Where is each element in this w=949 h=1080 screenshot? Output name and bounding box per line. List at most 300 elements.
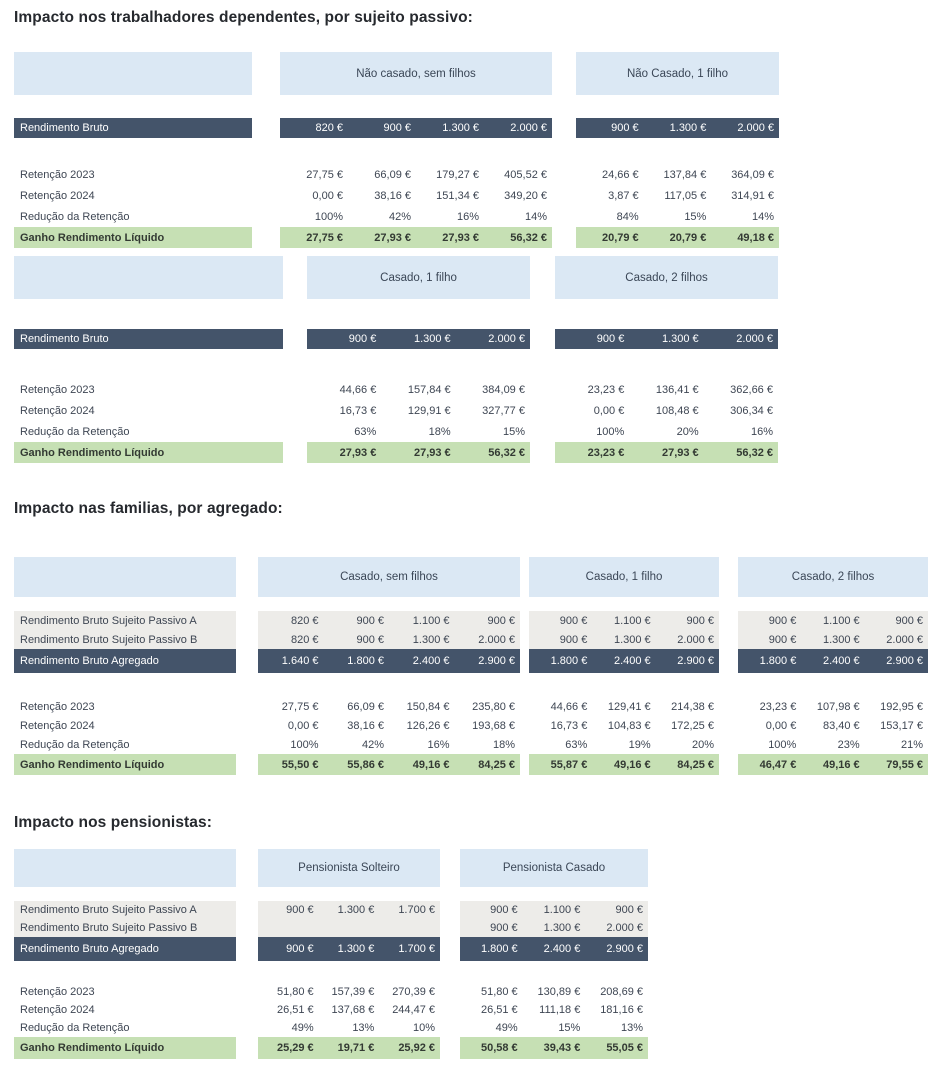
value-cell: 364,09 €	[731, 168, 775, 181]
value-row	[258, 754, 520, 775]
band	[14, 256, 949, 463]
value-cell: 55,86 €	[347, 758, 384, 771]
value-cell: 49,16 €	[412, 758, 450, 771]
value-row	[307, 421, 530, 442]
value-cell: 21%	[900, 738, 923, 751]
value-cell: 126,26 €	[406, 719, 450, 732]
value-cell: 27,93 €	[442, 231, 479, 244]
value-cell: 108,48 €	[655, 404, 699, 417]
value-cell: 39,43 €	[543, 1042, 581, 1054]
value-cell: 27,75 €	[306, 168, 343, 181]
spacer	[280, 95, 552, 118]
value-cell: 900 €	[895, 614, 923, 627]
value-row	[738, 716, 928, 735]
value-cell: 900 €	[490, 922, 518, 934]
spacer	[576, 138, 779, 164]
group-header: Casado, sem filhos	[258, 557, 520, 597]
value-cell: 900 €	[596, 333, 625, 345]
value-cell: 56,32 €	[488, 446, 525, 459]
value-cell: 51,80 €	[276, 986, 314, 998]
value-cell: 56,32 €	[510, 231, 547, 244]
value-cell: 2.000 €	[606, 922, 644, 934]
value-row	[258, 716, 520, 735]
value-cell: 384,09 €	[482, 383, 525, 396]
value-row	[258, 697, 520, 716]
value-cell: 23,23 €	[587, 383, 625, 396]
table-group	[258, 849, 440, 1059]
value-row	[529, 611, 719, 630]
value-cell: 14%	[751, 210, 775, 223]
spacer	[14, 299, 283, 329]
group-header: Não casado, sem filhos	[280, 52, 552, 95]
value-cell: 2.000 €	[677, 633, 714, 646]
value-row	[280, 227, 552, 248]
value-cell: 63%	[354, 425, 377, 438]
value-row	[280, 185, 552, 206]
value-cell: 137,84 €	[663, 168, 707, 181]
value-cell: 1.640 €	[281, 655, 319, 667]
value-row	[307, 329, 530, 349]
group-header: Casado, 2 filhos	[738, 557, 928, 597]
value-cell: 900 €	[559, 614, 588, 627]
value-cell: 314,91 €	[731, 189, 775, 202]
value-cell: 1.100 €	[822, 614, 860, 627]
value-cell: 405,52 €	[504, 168, 547, 181]
table-group	[529, 557, 719, 775]
value-cell: 2.400 €	[412, 655, 450, 667]
value-cell: 3,87 €	[608, 189, 639, 202]
section-familias	[0, 499, 949, 775]
value-cell: 23,23 €	[759, 700, 797, 713]
value-cell: 900 €	[611, 122, 639, 134]
value-cell: 2.400 €	[613, 655, 651, 667]
value-cell: 900 €	[490, 904, 518, 916]
value-cell: 20,79 €	[669, 231, 707, 244]
row-label: Retenção 2023	[20, 383, 95, 396]
spacer	[280, 138, 552, 164]
value-cell: 20%	[676, 425, 699, 438]
row-label: Rendimento Bruto Sujeito Passivo A	[14, 611, 236, 630]
value-cell: 15%	[684, 210, 707, 223]
value-cell: 820 €	[290, 633, 319, 646]
value-row	[280, 164, 552, 185]
value-row	[307, 379, 530, 400]
value-cell: 100%	[596, 425, 625, 438]
bands-container	[0, 849, 949, 1059]
value-cell: 820 €	[290, 614, 319, 627]
value-cell: 1.300 €	[413, 333, 451, 345]
value-cell: 192,95 €	[880, 700, 923, 713]
value-cell: 83,40 €	[822, 719, 860, 732]
section-pensionistas	[0, 813, 949, 1059]
label-column	[14, 557, 236, 775]
value-cell: 2.900 €	[677, 655, 714, 667]
band	[14, 849, 949, 1059]
value-cell: 63%	[565, 738, 588, 751]
value-row	[576, 118, 779, 138]
value-cell: 27,75 €	[306, 231, 343, 244]
value-row	[460, 919, 648, 937]
value-cell: 2.000 €	[736, 333, 773, 345]
value-cell: 900 €	[768, 633, 797, 646]
value-cell: 16%	[427, 738, 450, 751]
value-row	[258, 901, 440, 919]
value-cell: 137,68 €	[331, 1004, 375, 1016]
value-cell: 26,51 €	[276, 1004, 314, 1016]
value-cell: 0,00 €	[765, 719, 797, 732]
row-label: Rendimento Bruto Agregado	[14, 649, 236, 673]
value-row	[258, 735, 520, 754]
row-label: Rendimento Bruto Sujeito Passivo B	[14, 630, 236, 649]
spacer	[14, 95, 252, 118]
value-row	[555, 400, 778, 421]
spacer	[258, 961, 440, 983]
value-cell: 20%	[691, 738, 714, 751]
label-column	[14, 256, 283, 463]
value-cell: 2.400 €	[543, 943, 581, 955]
row-label: Retenção 2024	[20, 404, 95, 417]
spacer	[460, 887, 648, 901]
value-row	[529, 716, 719, 735]
value-cell: 19,71 €	[337, 1042, 375, 1054]
value-row	[460, 983, 648, 1001]
spacer	[555, 299, 778, 329]
value-row	[460, 1037, 648, 1059]
value-cell: 46,47 €	[759, 758, 797, 771]
row-label: Ganho Rendimento Líquido	[14, 1037, 236, 1059]
value-cell: 84%	[616, 210, 639, 223]
label-header-box	[14, 557, 236, 597]
table-group	[555, 256, 778, 463]
value-cell: 150,84 €	[406, 700, 450, 713]
value-cell: 181,16 €	[600, 1004, 644, 1016]
row-label: Retenção 2023	[20, 168, 95, 181]
spacer	[14, 887, 236, 901]
value-cell: 44,66 €	[339, 383, 377, 396]
value-cell: 49,16 €	[613, 758, 651, 771]
value-cell: 2.000 €	[510, 122, 547, 134]
value-cell: 900 €	[348, 333, 377, 345]
value-cell: 1.300 €	[412, 633, 450, 646]
row-label: Retenção 2024	[20, 719, 95, 732]
value-row	[555, 442, 778, 463]
value-cell: 51,80 €	[480, 986, 518, 998]
label-column	[14, 52, 252, 248]
row-label: Retenção 2023	[20, 700, 95, 713]
value-cell: 327,77 €	[482, 404, 525, 417]
row-label: Redução da Retenção	[20, 738, 130, 751]
value-cell: 1.300 €	[337, 904, 375, 916]
value-row	[738, 754, 928, 775]
value-cell: 79,55 €	[886, 758, 923, 771]
value-cell: 66,09 €	[374, 168, 411, 181]
value-row	[258, 611, 520, 630]
spacer	[14, 597, 236, 611]
value-cell: 900 €	[356, 614, 384, 627]
value-row	[258, 1001, 440, 1019]
value-cell: 111,18 €	[539, 1004, 581, 1016]
value-cell: 2.000 €	[737, 122, 775, 134]
value-cell: 270,39 €	[392, 986, 436, 998]
table-group	[280, 52, 552, 248]
value-row	[307, 400, 530, 421]
value-cell: 1.700 €	[398, 904, 436, 916]
row-label: Redução da Retenção	[20, 425, 130, 438]
value-cell: 13%	[352, 1022, 375, 1034]
value-cell: 25,92 €	[398, 1042, 436, 1054]
table-group	[576, 52, 779, 248]
value-cell: 27,93 €	[661, 446, 699, 459]
value-cell: 38,16 €	[347, 719, 384, 732]
value-cell: 44,66 €	[550, 700, 588, 713]
label-header-box	[14, 52, 252, 95]
spacer	[460, 961, 648, 983]
section-title: Impacto nos pensionistas:	[14, 814, 213, 831]
value-cell: 16,73 €	[550, 719, 588, 732]
value-cell: 16,73 €	[339, 404, 377, 417]
value-cell: 2.000 €	[886, 633, 923, 646]
band	[14, 557, 949, 775]
value-cell: 2.900 €	[606, 943, 644, 955]
value-cell: 1.300 €	[669, 122, 707, 134]
value-cell: 49,18 €	[737, 231, 775, 244]
value-cell: 20,79 €	[601, 231, 639, 244]
value-cell: 84,25 €	[677, 758, 714, 771]
group-header: Não Casado, 1 filho	[576, 52, 779, 95]
value-row	[529, 697, 719, 716]
value-cell: 14%	[524, 210, 547, 223]
label-header-box	[14, 256, 283, 299]
value-cell: 84,25 €	[478, 758, 515, 771]
value-cell: 15%	[558, 1022, 581, 1034]
value-cell: 0,00 €	[287, 719, 319, 732]
value-cell: 2.400 €	[822, 655, 860, 667]
value-row	[460, 1001, 648, 1019]
spacer	[258, 673, 520, 697]
value-row	[529, 649, 719, 673]
value-cell: 18%	[428, 425, 451, 438]
value-cell: 130,89 €	[537, 986, 581, 998]
value-cell: 55,87 €	[550, 758, 588, 771]
value-cell: 1.100 €	[412, 614, 450, 627]
value-row	[738, 735, 928, 754]
value-cell: 100%	[290, 738, 319, 751]
value-row	[258, 937, 440, 961]
value-cell: 1.800 €	[480, 943, 518, 955]
label-header-box	[14, 849, 236, 887]
value-cell: 26,51 €	[480, 1004, 518, 1016]
value-cell: 244,47 €	[392, 1004, 436, 1016]
spacer	[14, 961, 236, 983]
value-row	[555, 421, 778, 442]
row-label: Redução da Retenção	[20, 210, 130, 223]
value-row	[258, 1037, 440, 1059]
table-group	[258, 557, 520, 775]
value-row	[258, 630, 520, 649]
value-cell: 1.700 €	[398, 943, 436, 955]
value-cell: 900 €	[356, 633, 384, 646]
value-cell: 1.100 €	[543, 904, 581, 916]
value-cell: 117,05 €	[664, 189, 707, 202]
value-cell: 56,32 €	[736, 446, 773, 459]
value-cell: 900 €	[615, 904, 644, 916]
value-cell: 208,69 €	[600, 986, 644, 998]
value-cell: 100%	[314, 210, 343, 223]
row-label: Rendimento Bruto	[14, 118, 252, 138]
value-cell: 157,84 €	[407, 383, 451, 396]
value-cell: 900 €	[768, 614, 797, 627]
value-row	[576, 227, 779, 248]
value-cell: 50,58 €	[480, 1042, 518, 1054]
value-cell: 49%	[291, 1022, 314, 1034]
section-title: Impacto nas familias, por agregado:	[14, 500, 283, 517]
row-label: Rendimento Bruto Sujeito Passivo B	[14, 919, 236, 937]
spacer	[14, 673, 236, 697]
row-label: Rendimento Bruto Agregado	[14, 937, 236, 961]
value-cell: 820 €	[315, 122, 343, 134]
value-row	[529, 735, 719, 754]
spacer	[529, 673, 719, 697]
group-header: Pensionista Solteiro	[258, 849, 440, 887]
spacer	[307, 299, 530, 329]
row-label: Rendimento Bruto Sujeito Passivo A	[14, 901, 236, 919]
value-row	[280, 118, 552, 138]
value-row	[280, 206, 552, 227]
value-cell: 27,75 €	[281, 700, 319, 713]
value-cell: 1.100 €	[613, 614, 651, 627]
row-label: Ganho Rendimento Líquido	[14, 227, 252, 248]
value-cell: 100%	[768, 738, 797, 751]
spacer	[258, 597, 520, 611]
value-row	[738, 649, 928, 673]
value-cell: 66,09 €	[347, 700, 384, 713]
value-cell: 18%	[492, 738, 515, 751]
value-cell: 10%	[412, 1022, 436, 1034]
value-cell: 172,25 €	[671, 719, 714, 732]
value-row	[460, 937, 648, 961]
value-row	[258, 983, 440, 1001]
value-cell: 0,00 €	[312, 189, 343, 202]
value-cell: 16%	[750, 425, 773, 438]
row-label: Redução da Retenção	[20, 1022, 130, 1034]
spacer	[555, 349, 778, 379]
value-cell: 27,93 €	[339, 446, 377, 459]
value-cell: 15%	[502, 425, 525, 438]
section-trabalhadores	[0, 8, 949, 463]
group-header: Pensionista Casado	[460, 849, 648, 887]
value-row	[460, 901, 648, 919]
value-cell: 2.900 €	[478, 655, 515, 667]
value-cell: 900 €	[286, 904, 314, 916]
value-cell: 38,16 €	[374, 189, 411, 202]
group-header: Casado, 1 filho	[529, 557, 719, 597]
value-cell: 1.300 €	[661, 333, 699, 345]
value-cell: 151,34 €	[436, 189, 479, 202]
row-label: Retenção 2024	[20, 189, 95, 202]
value-cell: 2.000 €	[488, 333, 525, 345]
value-cell: 129,91 €	[407, 404, 451, 417]
value-cell: 900 €	[383, 122, 411, 134]
value-cell: 23,23 €	[587, 446, 625, 459]
spacer	[738, 597, 928, 611]
row-label: Retenção 2023	[20, 986, 95, 998]
value-cell: 900 €	[686, 614, 714, 627]
value-cell: 49%	[495, 1022, 518, 1034]
value-cell: 153,17 €	[880, 719, 923, 732]
value-cell: 19%	[628, 738, 651, 751]
spacer	[14, 138, 252, 164]
value-cell: 129,41 €	[607, 700, 651, 713]
table-group	[738, 557, 928, 775]
value-cell: 214,38 €	[671, 700, 714, 713]
row-label: Ganho Rendimento Líquido	[14, 754, 236, 775]
value-row	[738, 630, 928, 649]
value-row	[529, 630, 719, 649]
label-column	[14, 849, 236, 1059]
spacer	[307, 349, 530, 379]
value-cell: 1.300 €	[613, 633, 651, 646]
group-header: Casado, 1 filho	[307, 256, 530, 299]
value-row	[307, 442, 530, 463]
value-cell: 27,93 €	[413, 446, 451, 459]
value-cell: 24,66 €	[601, 168, 639, 181]
group-header: Casado, 2 filhos	[555, 256, 778, 299]
value-row	[555, 329, 778, 349]
value-row	[738, 697, 928, 716]
spacer	[529, 597, 719, 611]
spacer	[576, 95, 779, 118]
value-cell: 1.800 €	[759, 655, 797, 667]
value-cell: 179,27 €	[436, 168, 479, 181]
value-cell: 27,93 €	[374, 231, 411, 244]
spacer	[738, 673, 928, 697]
value-cell: 23%	[837, 738, 860, 751]
value-cell: 193,68 €	[472, 719, 515, 732]
value-row	[576, 206, 779, 227]
spacer	[258, 887, 440, 901]
table-group	[307, 256, 530, 463]
value-cell: 306,34 €	[730, 404, 773, 417]
value-cell: 55,50 €	[281, 758, 319, 771]
value-cell: 1.300 €	[337, 943, 375, 955]
value-row	[738, 611, 928, 630]
value-cell: 2.000 €	[478, 633, 515, 646]
value-cell: 349,20 €	[504, 189, 547, 202]
spacer	[14, 349, 283, 379]
value-cell: 13%	[620, 1022, 644, 1034]
section-title: Impacto nos trabalhadores dependentes, por sujeito passivo:	[14, 9, 473, 26]
value-cell: 104,83 €	[607, 719, 651, 732]
value-cell: 1.300 €	[822, 633, 860, 646]
band	[14, 52, 949, 248]
value-row	[258, 1019, 440, 1037]
value-cell: 900 €	[487, 614, 515, 627]
value-cell: 0,00 €	[593, 404, 625, 417]
value-cell: 49,16 €	[822, 758, 860, 771]
row-label: Ganho Rendimento Líquido	[14, 442, 283, 463]
value-cell: 900 €	[559, 633, 588, 646]
row-label: Rendimento Bruto	[14, 329, 283, 349]
value-cell: 107,98 €	[816, 700, 860, 713]
value-row	[555, 379, 778, 400]
value-row	[576, 164, 779, 185]
value-cell: 900 €	[286, 943, 314, 955]
value-cell: 157,39 €	[331, 986, 375, 998]
value-cell: 1.800 €	[347, 655, 384, 667]
value-cell: 1.800 €	[550, 655, 588, 667]
row-label: Retenção 2024	[20, 1004, 95, 1016]
table-group	[460, 849, 648, 1059]
